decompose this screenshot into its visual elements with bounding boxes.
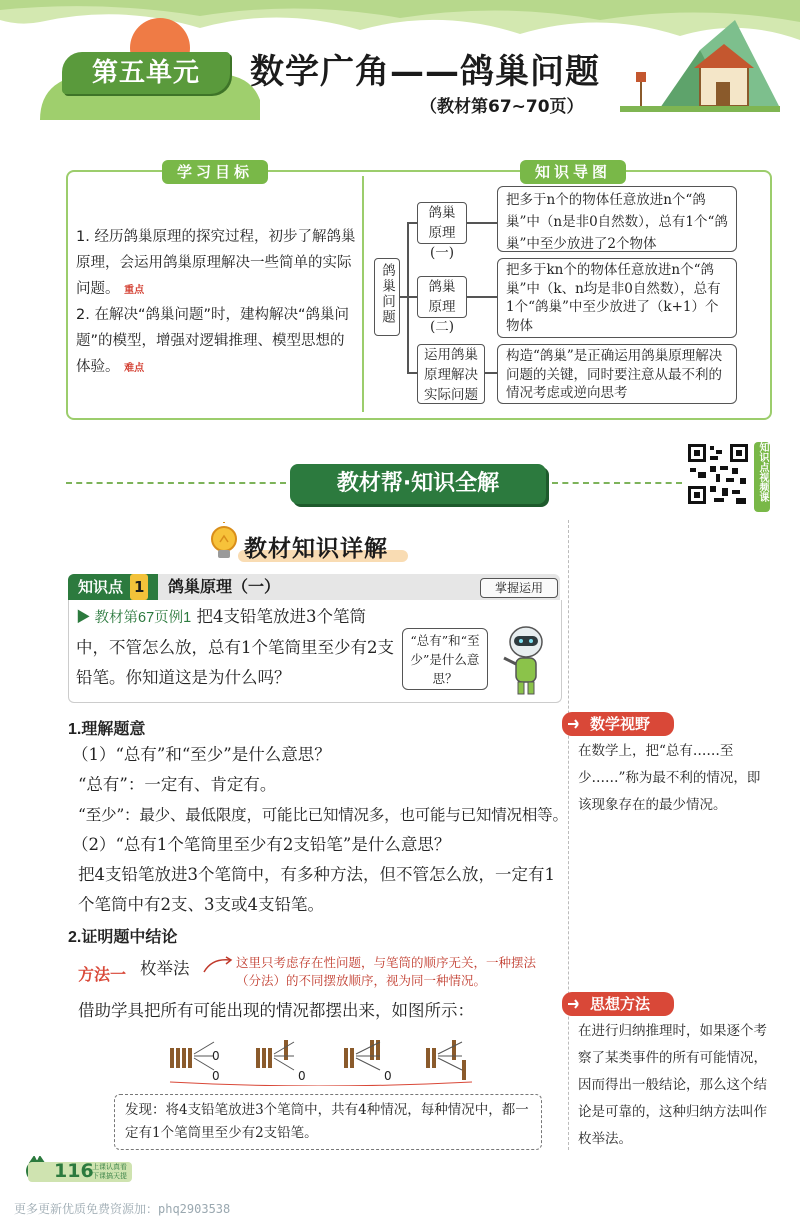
knowledge-point-name: 鸽巢原理（一） bbox=[168, 577, 281, 596]
case-1 bbox=[170, 1042, 214, 1070]
math-view-title: 数学视野 bbox=[562, 712, 674, 736]
map-connector bbox=[407, 222, 417, 224]
map-connector bbox=[407, 372, 417, 374]
map-connector bbox=[467, 296, 497, 298]
goal-item-2 bbox=[76, 302, 358, 382]
prove-intro: 借助学具把所有可能出现的情况都摆出来，如图所示： bbox=[78, 1001, 474, 1020]
page-tag-1: 上课认真看 bbox=[92, 1163, 127, 1171]
method-name: 枚举法 bbox=[140, 959, 190, 978]
svg-text:0: 0 bbox=[212, 1049, 220, 1063]
note-arrow-icon bbox=[202, 956, 234, 976]
map-tag: 知识导图 bbox=[520, 160, 626, 184]
thinking-title: 思想方法 bbox=[562, 992, 674, 1016]
pointing-hand-icon bbox=[566, 714, 586, 734]
understand-line-3: “至少”：最少、最低限度，可能比已知情况多，也可能与已知情况相等。 bbox=[78, 806, 568, 824]
svg-text:0: 0 bbox=[384, 1069, 392, 1083]
section-banner: 教材帮·知识全解 bbox=[290, 464, 546, 504]
map-node-principle-2: 鸽巢原理(二) bbox=[417, 276, 467, 318]
map-connector bbox=[407, 296, 417, 298]
page-number: 116 bbox=[54, 1160, 94, 1182]
qr-code-icon[interactable] bbox=[686, 442, 750, 506]
page-title: 数学广角——鸽巢问题 bbox=[250, 52, 600, 92]
key-point-mark: 重点 bbox=[124, 285, 145, 296]
map-desc-principle-1: 把多于n个的物体任意放进n个“鸽巢”中（n是非0自然数），总有1个“鸽巢”中至少放进了2个物体 bbox=[497, 186, 737, 252]
goals-tag: 学习目标 bbox=[162, 160, 268, 184]
banner-line-left bbox=[66, 482, 286, 484]
method-label: 方法一 bbox=[78, 965, 127, 984]
map-node-principle-1: 鸽巢原理(一) bbox=[417, 202, 467, 244]
thinking-text: 在进行归纳推理时，如果逐个考察了某类事件的所有可能情况，因而得出一般结论，那么这个结论是可靠的，这种归纳方法叫作枚举法。 bbox=[578, 1023, 767, 1147]
map-root: 鸽巢问题 bbox=[374, 258, 400, 336]
qr-video-label: 知识点视频课 bbox=[754, 442, 770, 512]
understand-line-4: （2）“总有1个笔筒里至少有2支铅笔”是什么意思？ bbox=[72, 835, 451, 854]
case-2 bbox=[256, 1040, 294, 1070]
map-connector bbox=[467, 222, 497, 224]
mastery-badge: 掌握运用 bbox=[480, 578, 558, 598]
map-connector bbox=[485, 372, 497, 374]
panel-divider bbox=[362, 176, 364, 412]
pointing-hand-icon bbox=[566, 994, 586, 1014]
watermark: 更多更新优质免费资源加：phq2903538 bbox=[14, 1202, 231, 1216]
page-subtitle: （教材第67~70页） bbox=[420, 97, 584, 117]
lightbulb-icon bbox=[206, 522, 242, 562]
unit-badge: 第五单元 bbox=[62, 52, 230, 94]
finding-text: 发现：将4支铅笔放进3个笔筒中，共有4种情况，每种情况中，都一定有1个笔筒里至少有2支铅笔。 bbox=[125, 1102, 529, 1141]
prove-heading: 2.证明题中结论 bbox=[68, 929, 178, 946]
math-view-text: 在数学上，把“总有……至少……”称为最不利的情况，即该现象存在的最少情况。 bbox=[578, 743, 761, 813]
page-tag-2: 下课搞天提 bbox=[92, 1172, 127, 1180]
robot-icon bbox=[500, 624, 550, 696]
svg-text:0: 0 bbox=[212, 1069, 220, 1083]
finding-box bbox=[114, 1094, 542, 1150]
goal-text-1: 1. 经历鸽巢原理的探究过程，初步了解鸽巢原理，会运用鸽巢原理解决一些简单的实际问题。 bbox=[76, 229, 356, 297]
main-column-divider bbox=[568, 520, 569, 1150]
speech-bubble-text: “总有”和“至少”是什么意思？ bbox=[410, 633, 480, 686]
hard-point-mark: 难点 bbox=[124, 363, 145, 374]
understand-line-5: 把4支铅笔放进3个笔筒中，有多种方法，但不管怎么放，一定有1个笔筒中有2支、3支或4支铅笔。 bbox=[78, 865, 555, 914]
example-text bbox=[76, 602, 398, 693]
knowledge-point-number: 1 bbox=[130, 574, 148, 600]
speech-bubble bbox=[402, 628, 488, 690]
example-question: 把4支铅笔放进3个笔筒中，不管怎么放，总有1个笔筒里至少有2支铅笔。你知道这是为什么吗？ bbox=[76, 607, 394, 687]
understand-line-2: “总有”：一定有、肯定有。 bbox=[78, 775, 277, 794]
banner-line-right bbox=[552, 482, 682, 484]
understand-line-1: （1）“总有”和“至少”是什么意思？ bbox=[72, 745, 331, 764]
detail-title: 教材知识详解 bbox=[244, 536, 388, 562]
understand-heading: 1.理解题意 bbox=[68, 721, 146, 738]
pencil-cases-diagram bbox=[166, 1030, 476, 1086]
map-desc-principle-2: 把多于kn个的物体任意放进n个“鸽巢”中（k、n均是非0自然数），总有1个“鸽巢”中至少放进了（k+1）个物体 bbox=[497, 258, 737, 338]
case-4 bbox=[426, 1040, 466, 1080]
method-note: 这里只考虑存在性问题，与笔筒的顺序无关，一种摆法（分法）的不同摆放顺序，视为同一种情况。 bbox=[236, 955, 537, 988]
goal-item-1 bbox=[76, 224, 358, 304]
svg-text:0: 0 bbox=[298, 1069, 306, 1083]
knowledge-point-tag: 知识点 1 bbox=[68, 574, 158, 600]
enumeration-diagram bbox=[166, 1030, 476, 1086]
goal-text-2: 2. 在解决“鸽巢问题”时，建构解决“鸽巢问题”的模型，增强对逻辑推理、模型思想的体验。 bbox=[76, 307, 349, 375]
map-node-application: 运用鸽巢原理解决实际问题 bbox=[417, 344, 485, 404]
case-3 bbox=[344, 1040, 380, 1070]
example-ref[interactable]: ▶ 教材第67页例1 bbox=[76, 610, 192, 626]
map-desc-application: 构造“鸽巢”是正确运用鸽巢原理解决问题的关键，同时要注意从最不利的情况考虑或逆向思考 bbox=[497, 344, 737, 404]
